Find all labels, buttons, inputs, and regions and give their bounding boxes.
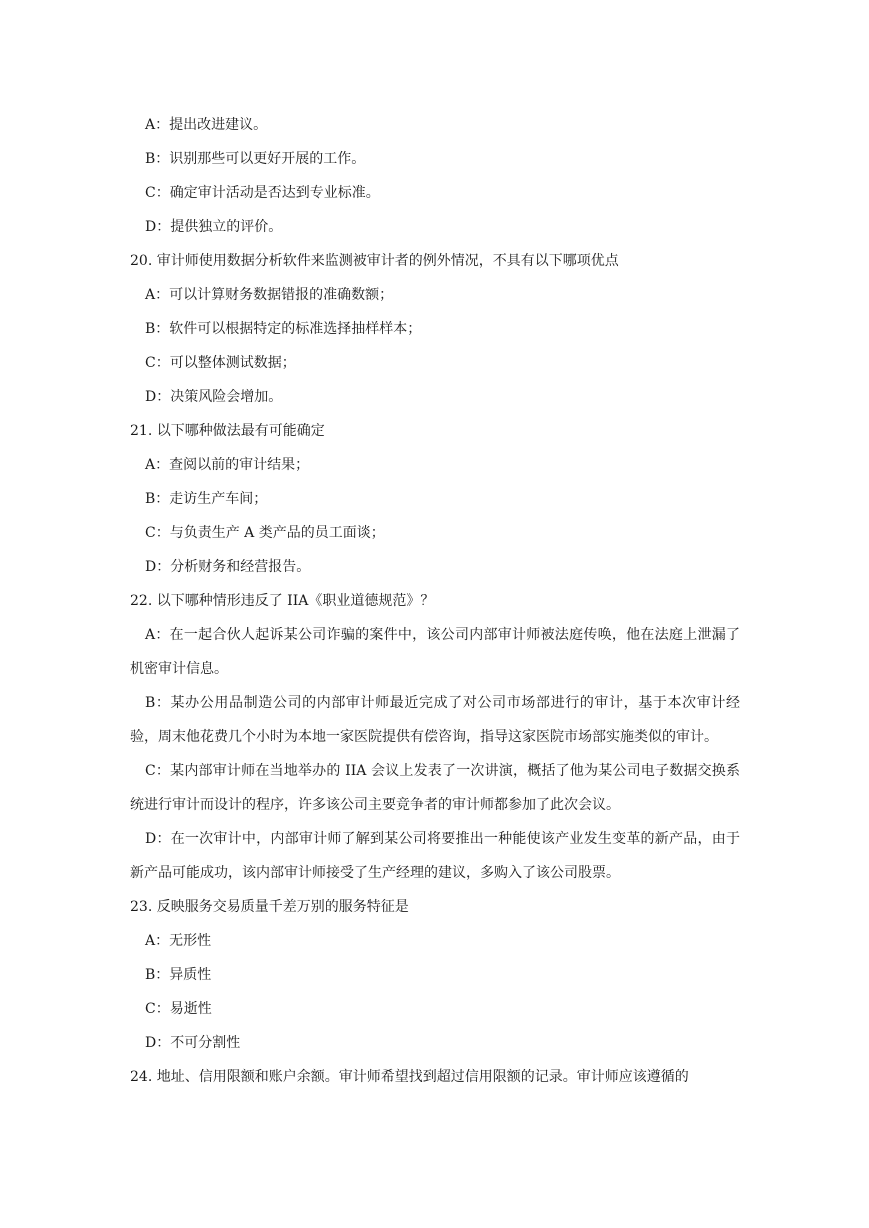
q20-option-a: A：可以计算财务数据错报的准确数额； bbox=[145, 287, 394, 303]
q22-option-d: D：在一次审计中，内部审计师了解到某公司将要推出一种能使该产业发生变革的新产品，由于新产品可能成功，该内部审计师接受了生产经理的建议，多购入了该公司股票。 bbox=[130, 831, 740, 881]
q20-option-c: C：可以整体测试数据； bbox=[145, 355, 296, 371]
q19-option-c: C：确定审计活动是否达到专业标准。 bbox=[145, 185, 380, 201]
q22-option-b: B：某办公用品制造公司的内部审计师最近完成了对公司市场部进行的审计，基于本次审计经验，周末他花费几个小时为本地一家医院提供有偿咨询，指导这家医院市场部实施类似的审计。 bbox=[130, 695, 740, 745]
q23-option-a: A：无形性 bbox=[145, 933, 212, 949]
q19-option-b: B：识别那些可以更好开展的工作。 bbox=[145, 151, 366, 167]
q21-option-d: D：分析财务和经营报告。 bbox=[145, 559, 311, 575]
q19-option-a: A：提出改进建议。 bbox=[145, 117, 268, 133]
q23-option-c: C：易逝性 bbox=[145, 1001, 212, 1017]
q23-option-d: D：不可分割性 bbox=[145, 1035, 241, 1051]
q21-question: 21. 以下哪种做法最有可能确定 bbox=[130, 423, 325, 439]
q23-option-b: B：异质性 bbox=[145, 967, 212, 983]
q23-question: 23. 反映服务交易质量千差万别的服务特征是 bbox=[130, 899, 409, 915]
q19-option-d: D：提供独立的评价。 bbox=[145, 219, 283, 235]
q22-option-c: C：某内部审计师在当地举办的 IIA 会议上发表了一次讲演，概括了他为某公司电子数据交换系统进行审计而设计的程序，许多该公司主要竞争者的审计师都参加了此次会议。 bbox=[130, 763, 740, 813]
q20-question: 20. 审计师使用数据分析软件来监测被审计者的例外情况，不具有以下哪项优点 bbox=[130, 253, 619, 269]
document-body bbox=[130, 108, 740, 1094]
q21-option-b: B：走访生产车间； bbox=[145, 491, 268, 507]
q21-option-c: C：与负责生产 A 类产品的员工面谈； bbox=[145, 525, 385, 541]
q22-option-a: A：在一起合伙人起诉某公司诈骗的案件中，该公司内部审计师被法庭传唤，他在法庭上泄漏了机密审计信息。 bbox=[130, 627, 740, 677]
q24-question: 24. 地址、信用限额和账户余额。审计师希望找到超过信用限额的记录。审计师应该遵循的 bbox=[130, 1069, 689, 1085]
q20-option-b: B：软件可以根据特定的标准选择抽样样本； bbox=[145, 321, 422, 337]
q22-question: 22. 以下哪种情形违反了 IIA《职业道德规范》？ bbox=[130, 593, 435, 609]
q21-option-a: A：查阅以前的审计结果； bbox=[145, 457, 310, 473]
q20-option-d: D：决策风险会增加。 bbox=[145, 389, 283, 405]
